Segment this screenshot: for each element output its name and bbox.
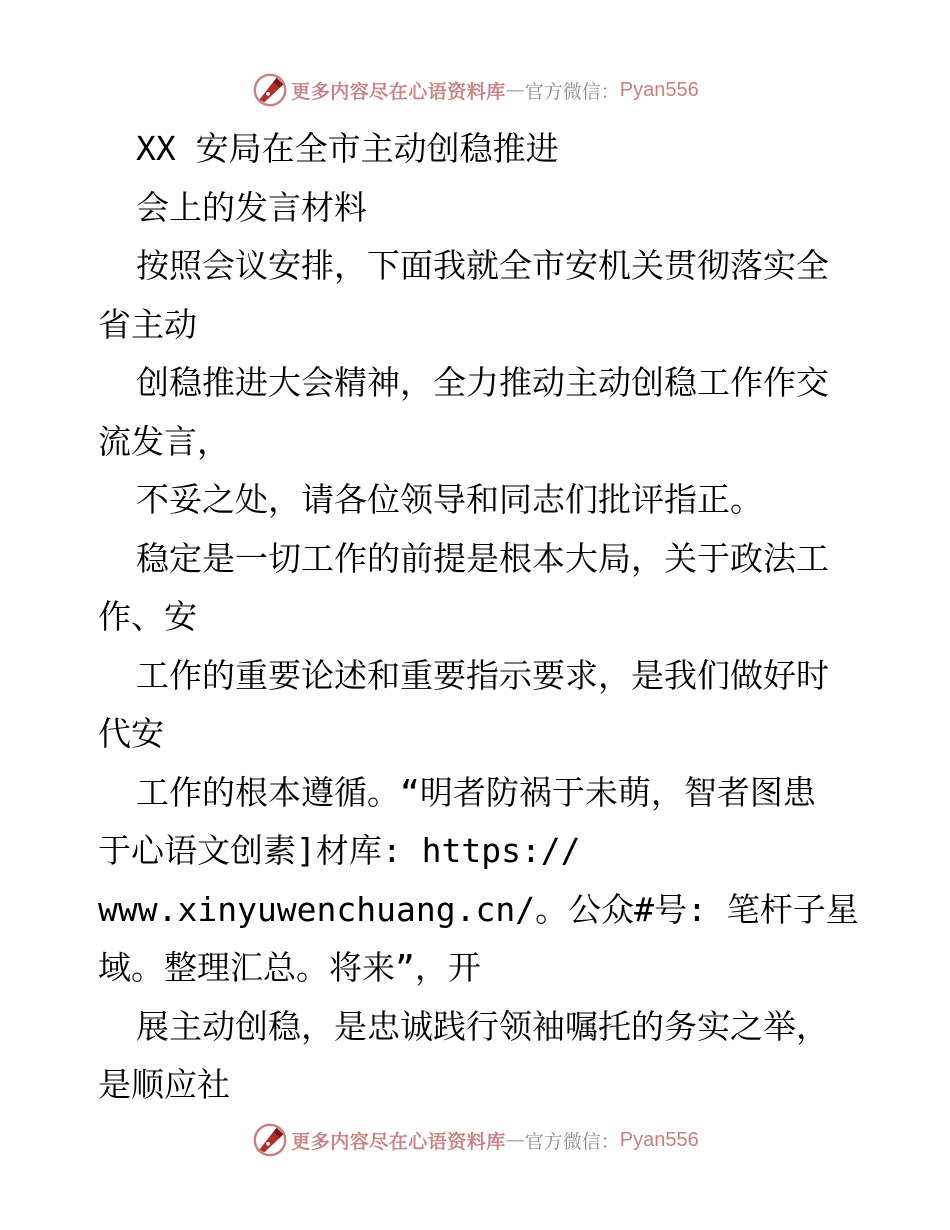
paragraph-line: 创稳推进大会精神，全力推动主动创稳工作作交 xyxy=(136,363,829,402)
document-body xyxy=(98,120,858,1115)
doc-title-line-2: 会上的发言材料 xyxy=(136,187,367,227)
brand-text: 更多内容尽在心语资料库 xyxy=(291,1130,506,1153)
footer-watermark xyxy=(0,1118,950,1162)
paragraph-line: 流发言， xyxy=(98,421,230,461)
banner-separator: — xyxy=(505,79,525,101)
paragraph-line: 作、安 xyxy=(98,597,197,636)
header-watermark xyxy=(0,68,950,112)
wechat-label: 官方微信： xyxy=(524,1130,620,1153)
paragraph-line: 域。整理汇总。将来”，开 xyxy=(98,948,481,987)
doc-title-line-1: XX 安局在全市主动创稳推进 xyxy=(136,129,559,168)
wechat-id: Pyan556 xyxy=(619,1128,699,1151)
paragraph-line: 工作的根本遵循。“明者防祸于未萌，智者图患 xyxy=(136,772,816,812)
paragraph-line: 代安 xyxy=(98,714,164,753)
paragraph-line: 于心语文创素]材库: https:// xyxy=(98,831,581,870)
paragraph-line: 省主动 xyxy=(98,304,197,344)
paragraph-line: 不妥之处，请各位领导和同志们批评指正。 xyxy=(136,480,763,519)
wechat-id: Pyan556 xyxy=(619,78,699,101)
brand-text: 更多内容尽在心语资料库 xyxy=(291,80,506,103)
paragraph-line: www.xinyuwenchuang.cn/。公众#号: 笔杆子星 xyxy=(98,889,859,929)
paragraph-line: 展主动创稳，是忠诚践行领袖嘱托的务实之举， xyxy=(136,1006,829,1046)
banner-separator: — xyxy=(505,1129,525,1151)
pen-nib-logo-icon xyxy=(251,1121,289,1159)
wechat-label: 官方微信： xyxy=(524,80,620,103)
paragraph-line: 是顺应社 xyxy=(98,1065,230,1104)
paragraph-line: 按照会议安排，下面我就全市安机关贯彻落实全 xyxy=(136,246,829,285)
paragraph-line: 工作的重要论述和重要指示要求，是我们做好时 xyxy=(136,655,829,695)
paragraph-line: 稳定是一切工作的前提是根本大局，关于政法工 xyxy=(136,538,829,578)
pen-nib-logo-icon xyxy=(251,71,289,109)
